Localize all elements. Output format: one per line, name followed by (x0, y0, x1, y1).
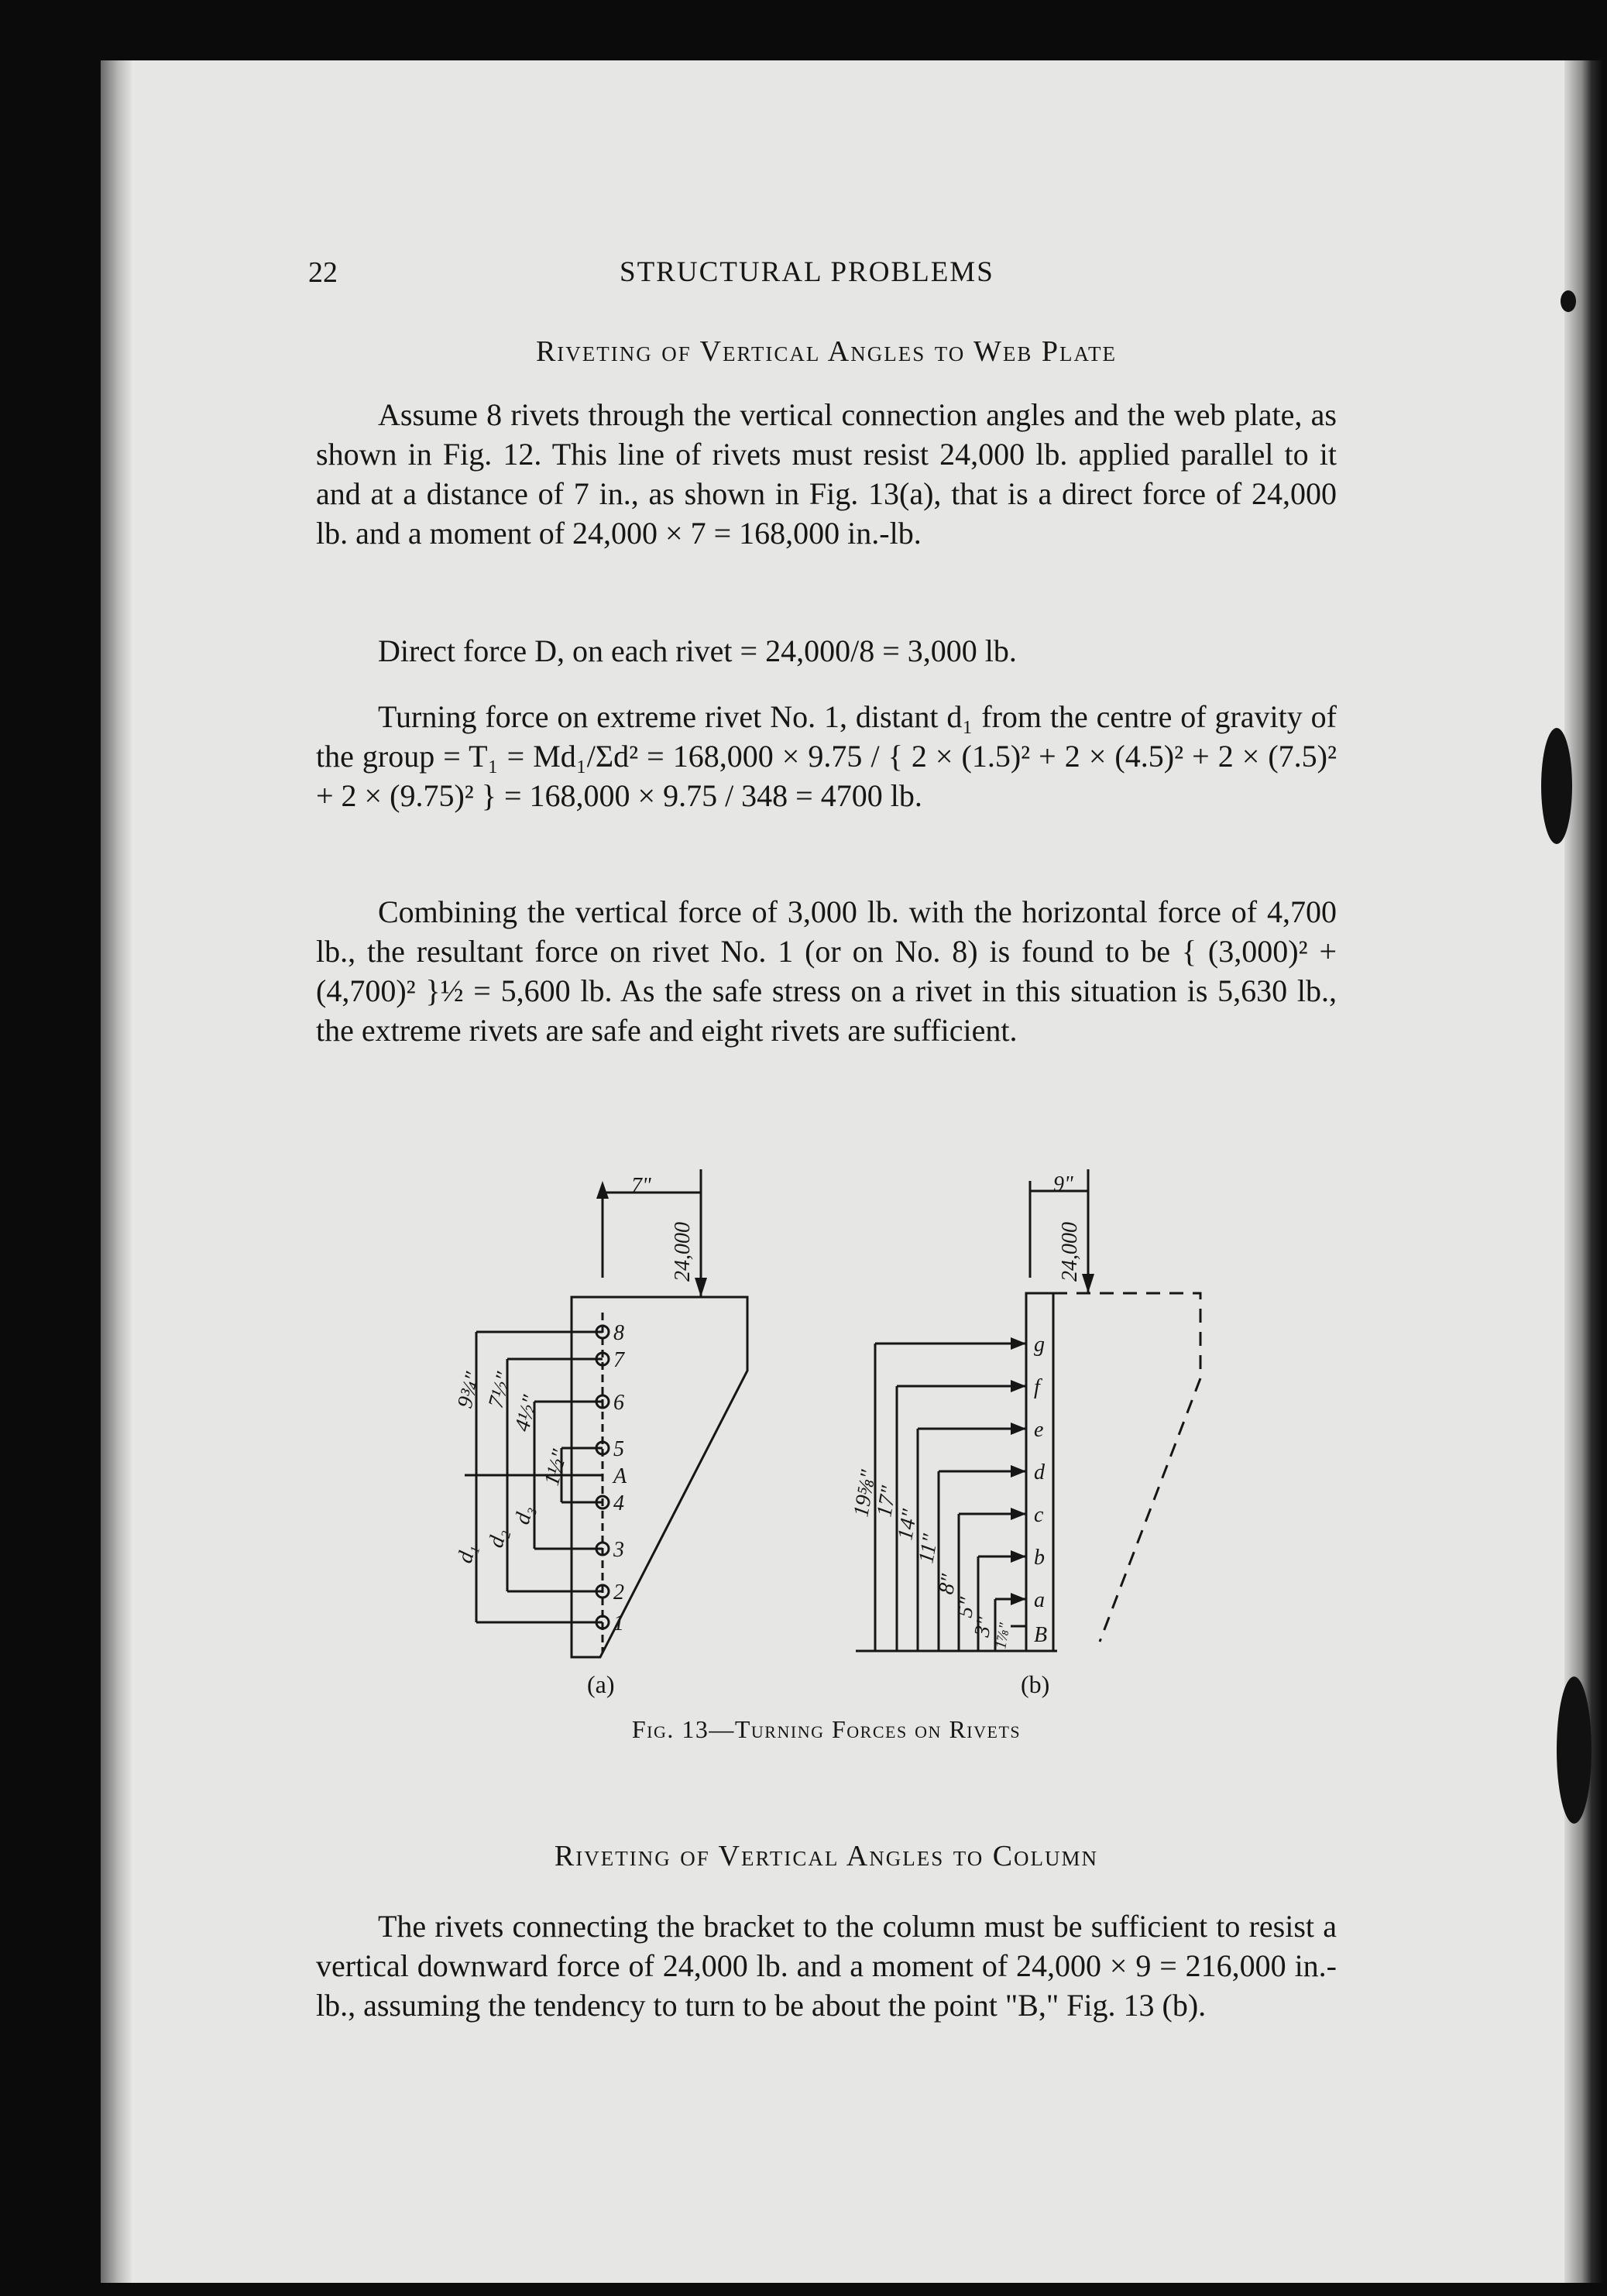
rivet-label: g (1034, 1333, 1045, 1357)
rivet-label: A (613, 1464, 627, 1488)
dim-label: 11" (914, 1532, 943, 1566)
rivet-label: 7 (613, 1348, 624, 1372)
load-label: 24,000 (671, 1222, 695, 1282)
dim-label: 19⅝" (849, 1467, 881, 1519)
section-heading: Riveting of Vertical Angles to Column (554, 1840, 1099, 1872)
page-number: 22 (308, 256, 338, 289)
rivet-label: 8 (613, 1321, 624, 1345)
plate-a (572, 1297, 747, 1657)
section-heading: Riveting of Vertical Angles to Web Plate (535, 335, 1118, 368)
paragraph: Combining the vertical force of 3,000 lb. with the horizontal force of 4,700 lb., the resultant force on rivet No. 1 (or on No. 8) is found to be { (3,000)² + (4,700)² }½ = 5,600 lb. As the safe stress on a rivet in this situation is 5,630 lb., the extreme rivets are safe and eight rivets are sufficient. (316, 894, 1337, 1048)
dim-label: 8" (934, 1572, 962, 1597)
rivet-label: 6 (613, 1391, 624, 1415)
rivet-label: c (1034, 1503, 1044, 1527)
paragraph: The rivets connecting the bracket to the column must be sufficient to resist a vertical downward force of 24,000 lb. and a moment of 24,000 × 9 = 216,000 in.-lb., assuming the tendency to turn to be about the point "B," Fig. 13 (b). (316, 1909, 1337, 2023)
binding-mark (1541, 728, 1572, 844)
rivet-label: 1 (613, 1611, 624, 1635)
dim-label: 7½" (483, 1369, 517, 1411)
subfigure-label-b: (b) (1021, 1670, 1050, 1698)
rivet-label: f (1034, 1375, 1040, 1399)
dim-label: 9¾" (452, 1369, 486, 1411)
dim-name: d₁ (452, 1541, 481, 1566)
offset-label: 7" (631, 1174, 651, 1198)
dim-label: 5" (953, 1595, 980, 1620)
figure-13 (434, 1146, 1208, 1673)
dim-name: d₂ (483, 1526, 512, 1550)
page-edge (1564, 60, 1603, 2283)
figure-caption: Fig. 13—Turning Forces on Rivets (631, 1715, 1022, 1743)
paragraph: Direct force D, on each rivet = 24,000/8 = 3,000 lb. (378, 633, 1017, 668)
dim-label: 1⅞" (992, 1622, 1014, 1650)
page-gutter (101, 60, 132, 2283)
rivet-label: B (1034, 1623, 1048, 1647)
dim-label: 14" (893, 1507, 922, 1543)
rivet-label: e (1034, 1418, 1044, 1442)
dim-label: 17" (872, 1484, 901, 1519)
dim-name: d₃ (510, 1502, 538, 1527)
binding-mark (1561, 290, 1576, 312)
load-label: 24,000 (1058, 1222, 1082, 1282)
rivet-label: 3 (613, 1538, 624, 1562)
paragraph: Turning force on extreme rivet No. 1, distant d₁ from the centre of gravity of the group = T₁ = Md₁/Σd² = 168,000 × 9.75 / { 2 × (1.5)² + 2 × (4.5)² + 2 × (7.5)² + 2 × (9.75)² } = 168,000 × 9.75 / 348 = 4700 lb. (316, 699, 1337, 813)
dim-label: 1½" (539, 1447, 572, 1488)
offset-label: 9" (1053, 1172, 1073, 1196)
paragraph: Assume 8 rivets through the vertical connection angles and the web plate, as shown in Fig. 12. This line of rivets must resist 24,000 lb. applied parallel to it and at a distance of 7 in., as shown in Fig. 13(a), that is a direct force of 24,000 lb. and a moment of 24,000 × 7 = 168,000 in.-lb. (316, 397, 1337, 551)
rivet-label: 5 (613, 1437, 624, 1461)
rivet-label: a (1034, 1588, 1045, 1612)
rivet-label: d (1034, 1460, 1045, 1484)
binding-mark (1557, 1677, 1592, 1824)
rivet-label: b (1034, 1546, 1045, 1570)
running-title: STRUCTURAL PROBLEMS (620, 256, 994, 288)
bracket-outline-b (1053, 1293, 1200, 1642)
dim-label: 4½" (510, 1392, 543, 1434)
subfigure-label-a: (a) (587, 1670, 615, 1698)
dim-label: 3" (970, 1615, 998, 1639)
rivet-label: 4 (613, 1491, 624, 1515)
rivet-label: 2 (613, 1580, 624, 1604)
